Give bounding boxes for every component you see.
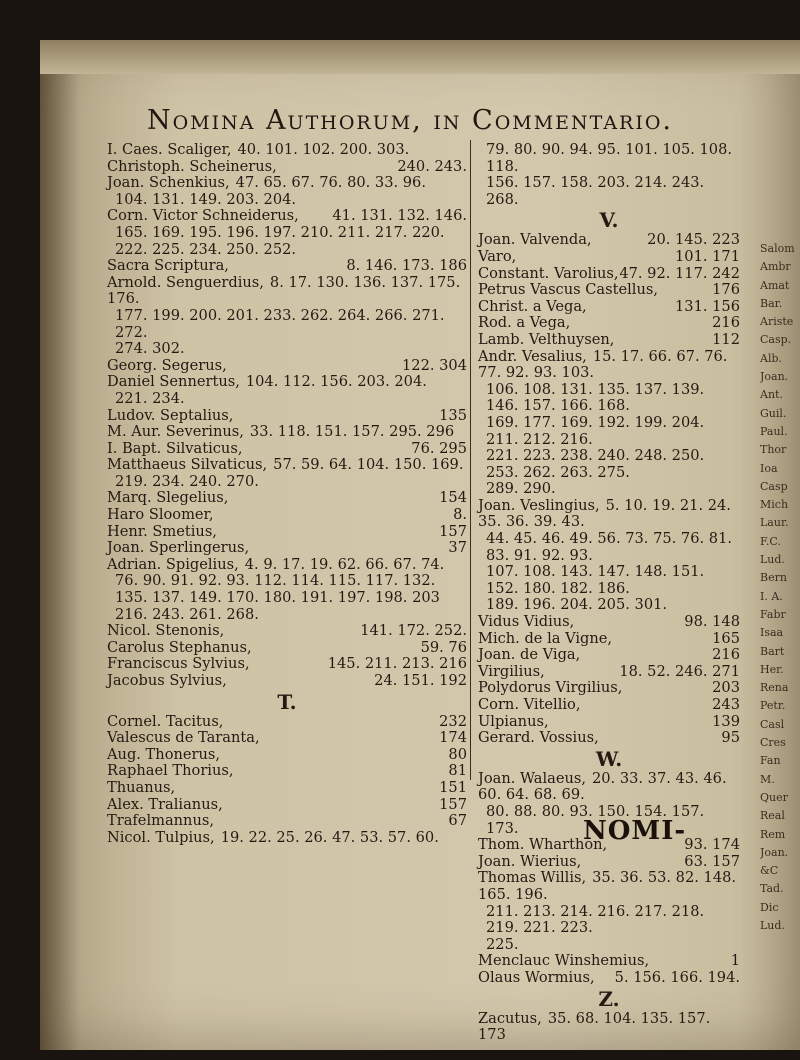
page-references: 5. 156. 166. 194. [614,968,740,986]
author-name: Marq. Slegelius, [107,489,229,507]
page-references: 47. 92. 117. 242 [619,264,740,282]
index-entry [107,607,467,624]
author-name: Christoph. Scheinerus, [107,157,277,175]
page-references: 274. 302. [115,340,185,358]
page-references: 151 [439,778,467,796]
author-name: Jacobus Sylvius, [107,672,227,689]
author-name: Aug. Thonerus, [107,745,221,763]
index-entry [107,424,467,441]
page-references: 8. 17. 130. 136. 137. 175. 176. [107,273,461,308]
author-name: Thuanus, [107,778,176,796]
page-references: 135. 137. 149. 170. 180. 191. 197. 198. 203 [115,589,440,607]
author-name: Joan. Veslingius, [478,496,600,514]
page-references: 211. 213. 214. 216. 217. 218. 219. 221. 223. [486,902,705,937]
page-references: 80 [448,745,467,763]
index-entry [107,490,467,507]
page-references: 106. 108. 131. 135. 137. 139. 146. 157. 166. 168. [486,380,705,415]
author-name: Joan. Walaeus, [478,769,586,787]
page-references: 63. 157 [684,852,740,870]
page-references: 35. 68. 104. 135. 157. 173 [478,1009,711,1044]
index-entry [478,904,740,937]
index-entry [478,680,740,697]
index-entry [478,953,740,970]
author-name: Lamb. Velthuysen, [478,330,615,348]
page-references: 157 [439,795,467,813]
author-name: M. Aur. Severinus, [107,423,244,441]
index-entry [107,573,467,590]
index-entry [107,192,467,209]
page-references: 35. 36. 53. 82. 148. 165. 196. [478,869,737,903]
author-name: Corn. Vitellio, [478,696,581,713]
fragment-text: Paul. [760,424,788,438]
index-entry [107,590,467,607]
right-index-column [478,142,740,1044]
index-entry [478,771,740,804]
fragment-text: Guil. [760,406,787,420]
author-name: Adrian. Spigelius, [107,555,239,573]
author-name: Joan. de Viga, [478,646,581,664]
index-entry [478,382,740,415]
fragment-text: Rena [760,681,789,695]
page-references: 5. 10. 19. 21. 24. 35. 36. 39. 43. [478,496,731,531]
fragment-text: Amat [760,278,790,292]
author-name: Cornel. Tacitus, [107,712,224,730]
page-references: 154 [439,489,467,507]
fragment-text: Ioa [760,461,778,475]
index-entry [478,349,740,382]
index-entry [478,970,740,987]
author-name: Menclauc Winshemius, [478,952,650,970]
page-references: 135 [439,406,467,424]
page-references: 19. 22. 25. 26. 47. 53. 57. 60. [220,828,439,846]
author-name: Henr. Smetius, [107,522,217,540]
page-references: 80. 88. 80. 93. 150. 154. 157. 173. [486,802,705,837]
page-references: 104. 112. 156. 203. 204. [245,373,427,391]
fragment-text: Real [760,809,785,823]
section-letter: Z. [598,986,620,1011]
index-entry [107,557,467,574]
index-entry [107,374,467,391]
index-entry [107,797,467,814]
page-references: 141. 172. 252. [360,622,467,640]
index-entry [107,524,467,541]
author-name: Vidus Vidius, [478,613,575,631]
author-name: Haro Sloomer, [107,506,214,524]
index-entry [478,1011,740,1044]
author-name: Matthaeus Silvaticus, [107,456,268,474]
index-entry [107,308,467,341]
index-entry [107,813,467,830]
fragment-text: Isaa [760,626,784,640]
index-entry [107,275,467,308]
index-entry [478,697,740,714]
index-entry [478,332,740,349]
page-references: 243 [712,696,740,713]
index-entry [107,507,467,524]
author-name: Raphael Thorius, [107,762,234,780]
page-references: 57. 59. 64. 104. 150. 169. [273,456,464,474]
page-references: 203 [712,679,740,697]
fragment-text: Bart [760,644,785,658]
index-entry [107,225,467,242]
page-references: 139 [712,712,740,730]
author-name: Daniel Sennertus, [107,373,240,391]
author-name: Rod. a Vega, [478,314,571,332]
index-entry [478,531,740,564]
author-name: Nicol. Tulpius, [107,828,215,846]
page-references: 81 [448,762,467,780]
author-name: Joan. Sperlingerus, [107,539,250,557]
page-references: 131. 156 [675,297,740,315]
index-entry [107,714,467,731]
fragment-text: Lud. [760,553,785,567]
fragment-text: Joan. [760,845,789,859]
index-entry [478,448,740,481]
page-references: 221. 234. [115,389,185,407]
author-name: Polydorus Virgilius, [478,679,623,697]
author-name: Joan. Schenkius, [107,174,230,192]
page-references: 98. 148 [684,613,740,631]
author-name: Mich. de la Vigne, [478,629,613,647]
author-name: Joan. Valvenda, [478,231,592,249]
index-entry [107,780,467,797]
fragment-text: Alb. [760,351,782,365]
page-references: 93. 174 [684,836,740,854]
fragment-text: F.C. [760,534,781,548]
index-entry [107,341,467,358]
page-references: 145. 211. 213. 216 [327,655,467,673]
index-entry [478,249,740,266]
author-name: Ludov. Septalius, [107,406,234,424]
index-entry [478,299,740,316]
index-entry [478,664,740,681]
author-name: Varo, [478,247,517,265]
index-entry [107,358,467,375]
index-entry [107,441,467,458]
author-name: Nicol. Stenonis, [107,622,225,640]
author-name: Sacra Scriptura, [107,257,229,275]
index-entry [478,854,740,871]
index-entry [107,208,467,225]
author-name: Olaus Wormius, [478,968,595,986]
page-references: 289. 290. [486,480,556,498]
fragment-text: Cres [760,736,786,750]
index-entry [107,391,467,408]
index-entry [107,640,467,657]
index-entry [478,232,740,249]
page-references: 156. 157. 158. 203. 214. 243. 268. [486,174,705,208]
page-references: 240. 243. [397,157,467,175]
author-name: Christ. a Vega, [478,297,587,315]
index-entry [107,159,467,176]
page-references: 8. [453,506,467,524]
fragment-text: Petr. [760,699,786,713]
index-entry [107,175,467,192]
page-references: 18. 52. 246. 271 [619,662,740,680]
author-name: Corn. Victor Schneiderus, [107,207,299,225]
page-references: 24. 151. 192 [374,672,467,689]
fragment-text: Ant. [760,388,783,402]
fragment-text: Dic [760,900,779,914]
column-divider [470,140,471,780]
page-references: 222. 225. 234. 250. 252. [115,240,297,258]
author-name: Franciscus Sylvius, [107,655,250,673]
author-name: Ulpianus, [478,712,549,730]
page-references: 165 [712,629,740,647]
index-entry [107,747,467,764]
fragment-text: Ariste [760,315,794,329]
adjacent-page-fragments [760,240,800,935]
fragment-text: Bern [760,571,787,585]
fragment-text: Bar. [760,296,783,310]
page-references: 76. 90. 91. 92. 93. 112. 114. 115. 117. 132. [115,572,436,590]
page-references: 225. [486,935,519,953]
author-name: Alex. Tralianus, [107,795,223,813]
page-references: 37 [448,539,467,557]
fragment-text: Joan. [760,370,789,384]
page-references: 67 [448,812,467,830]
index-entry [478,266,740,283]
page-references: 157 [439,522,467,540]
page-references: 216 [712,646,740,664]
page-references: 216. 243. 261. 268. [115,605,259,623]
section-letter: T. [277,689,297,714]
index-entry [478,498,740,531]
page-references: 20. 145. 223 [647,231,740,249]
page-references: 221. 223. 238. 240. 248. 250. 253. 262. 263. 275. [486,447,705,481]
fragment-text: Tad. [760,882,784,896]
page-references: 79. 80. 90. 94. 95. 101. 105. 108. 118. [486,141,732,175]
page-references: 169. 177. 169. 192. 199. 204. 211. 212. 216. [486,413,705,448]
fragment-text: Mich [760,498,789,512]
author-name: Constant. Varolius, [478,264,619,282]
page-references: 4. 9. 17. 19. 62. 66. 67. 74. [244,555,445,573]
author-name: Gerard. Vossius, [478,729,599,747]
page-references: 33. 118. 151. 157. 295. 296 [249,423,455,441]
fragment-text: M. [760,772,775,786]
author-name: Virgilius, [478,662,545,680]
page-references: 216 [712,314,740,332]
index-entry [107,830,467,847]
page-references: 165. 169. 195. 196. 197. 210. 211. 217. 220. [115,223,445,241]
page-references: 20. 33. 37. 43. 46. 60. 64. 68. 69. [478,769,727,804]
page-header: Nomina Authorum, in Commentario. [146,105,674,136]
page-top-edge [40,40,800,74]
index-entry [478,870,740,903]
author-name: Zacutus, [478,1009,542,1027]
index-entry [478,282,740,299]
page-references: 174 [439,729,467,747]
fragment-text: Rem [760,827,786,841]
fragment-text: Ambr [760,260,791,274]
page-references: 232 [439,712,467,730]
page-references: 15. 17. 66. 67. 76. 77. 92. 93. 103. [478,347,728,382]
author-name: Trafelmannus, [107,812,214,830]
section-letter: W. [595,746,623,771]
page-references: 104. 131. 149. 203. 204. [115,190,297,208]
page-references: 8. 146. 173. 186 [346,257,467,275]
index-entry [107,673,467,690]
fragment-text: Her. [760,662,784,676]
index-entry [107,457,467,474]
index-entry [107,242,467,259]
page-references: 101. 171 [675,247,740,265]
page-references: 59. 76 [420,638,467,656]
fragment-text: Casp [760,479,788,493]
index-entry [478,730,740,747]
author-name: I. Bapt. Silvaticus, [107,439,243,457]
fragment-text: Lud. [760,918,785,932]
author-name: Petrus Vascus Castellus, [478,281,658,299]
index-entry [107,474,467,491]
index-entry [107,656,467,673]
fragment-text: Quer [760,790,788,804]
page-references: 41. 131. 132. 146. [332,207,467,225]
index-entry [107,623,467,640]
page-references: 95 [721,729,740,747]
index-entry [478,415,740,448]
page-references: 107. 108. 143. 147. 148. 151. 152. 180. 182. 186. [486,563,705,597]
author-name: Arnold. Senguerdius, [107,273,264,291]
fragment-text: I. A. [760,589,783,603]
index-entry [478,631,740,648]
author-name: Thom. Wharthon, [478,836,608,854]
page-references: 112 [712,330,740,348]
index-entry [478,647,740,664]
catchword: NOMI- [583,816,687,846]
page-references: 47. 65. 67. 76. 80. 33. 96. [235,174,426,192]
fragment-text: Laur. [760,516,789,530]
fragment-text: Thor [760,443,787,457]
index-entry [107,142,467,159]
index-entry [478,142,740,175]
index-entry [478,937,740,954]
index-entry [107,408,467,425]
fragment-text: Casp. [760,333,792,347]
author-name: Carolus Stephanus, [107,638,252,656]
index-entry [478,175,740,208]
left-index-column [107,142,467,846]
section-letter: V. [599,208,619,233]
author-name: I. Caes. Scaliger, [107,141,232,158]
index-entry [478,564,740,597]
page-references: 44. 45. 46. 49. 56. 73. 75. 76. 81. 83. 91. 92. 93. [486,530,732,564]
page-references: 40. 101. 102. 200. 303. [237,141,410,158]
page-references: 122. 304 [402,356,467,374]
index-entry [107,730,467,747]
index-entry [478,614,740,631]
index-entry [478,481,740,498]
index-entry [478,315,740,332]
fragment-text: Salom [760,242,795,255]
author-name: Georg. Segerus, [107,356,227,374]
fragment-text: Fan [760,754,781,768]
author-name: Andr. Vesalius, [478,347,587,365]
author-name: Valescus de Taranta, [107,729,260,747]
page-references: 189. 196. 204. 205. 301. [486,596,668,614]
page-references: 177. 199. 200. 201. 233. 262. 264. 266. 271. 272. [115,306,445,341]
index-entry [478,714,740,731]
fragment-text: Fabr [760,607,786,621]
page-references: 219. 234. 240. 270. [115,472,259,490]
index-entry [478,597,740,614]
page-references: 1 [730,952,740,970]
index-entry [107,763,467,780]
page-references: 176 [712,281,740,299]
page-references: 76. 295 [411,439,467,457]
fragment-text: Casl [760,717,785,731]
fragment-text: &C [760,864,779,878]
author-name: Joan. Wierius, [478,852,582,870]
index-entry [107,258,467,275]
index-entry [107,540,467,557]
author-name: Thomas Willis, [478,869,587,887]
